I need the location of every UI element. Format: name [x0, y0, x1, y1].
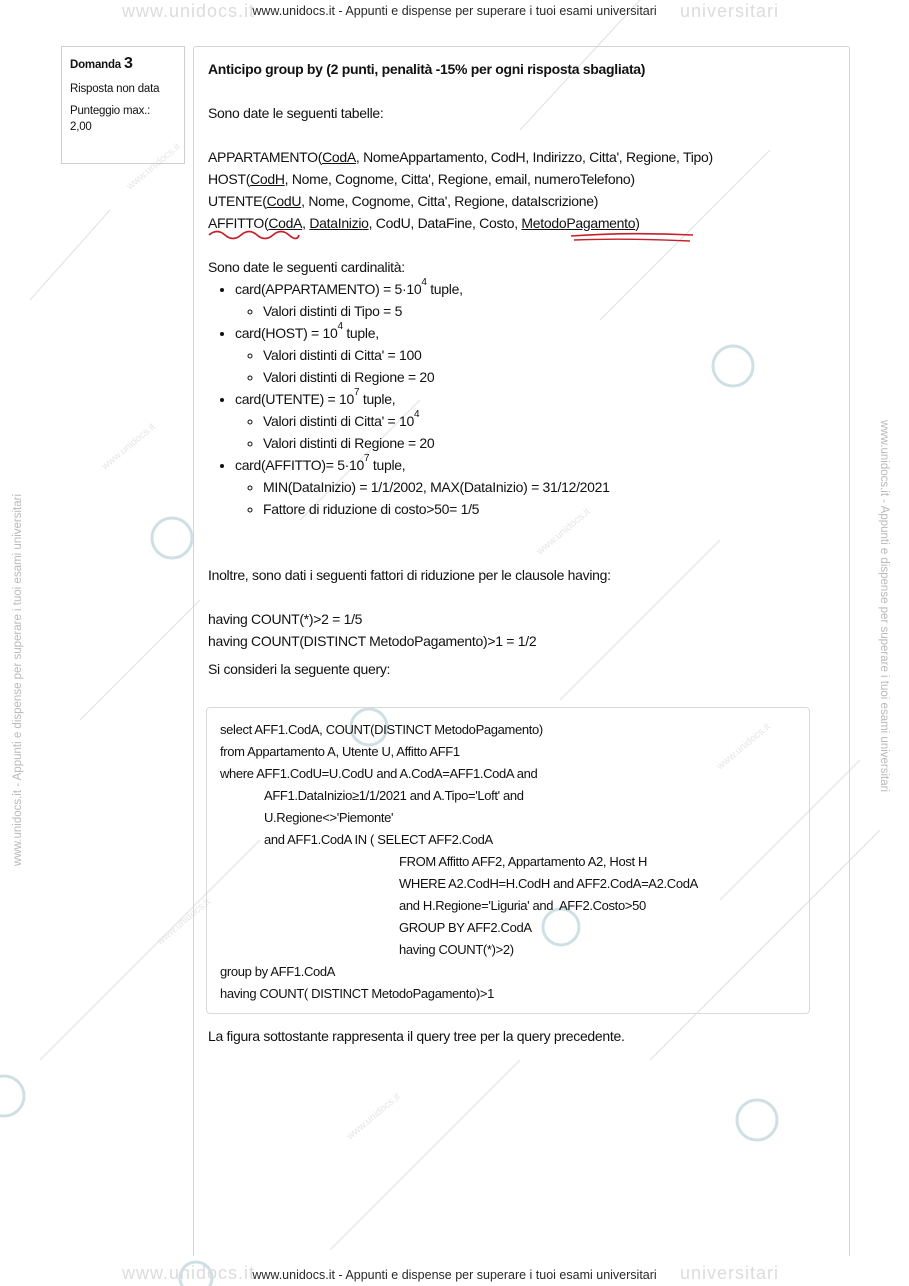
query-line: having COUNT(*)>2)	[399, 942, 514, 957]
question-number-label	[70, 55, 176, 73]
svg-text:www.unidocs.it: www.unidocs.it	[344, 1091, 403, 1143]
query-line: group by AFF1.CodA	[220, 964, 336, 979]
card-detail: ◦ Valori distinti di Regione = 20	[263, 432, 808, 454]
question-info-box	[61, 46, 185, 164]
card-suffix: tuple,	[359, 391, 396, 407]
primary-key: CodH	[250, 171, 285, 187]
query-tree-caption: La figura sottostante rappresenta il query tree per la query precedente.	[208, 1028, 625, 1044]
table-host	[208, 168, 808, 190]
watermark-side-right: www.unidocs.it - Appunti e dispense per superare i tuoi esami universitari	[878, 420, 890, 793]
table-attributes: , Nome, Cognome, Citta', Regione, email, numeroTelefono)	[284, 171, 635, 187]
card-suffix: tuple,	[342, 325, 379, 341]
table-attributes: , Nome, Cognome, Citta', Regione, dataIscrizione)	[301, 193, 599, 209]
table-appartamento	[208, 146, 808, 168]
table-attributes: , NomeAppartamento, CodH, Indirizzo, Citta', Regione, Tipo)	[355, 149, 713, 165]
question-content	[208, 58, 808, 680]
card-text: card(HOST) = 10	[235, 325, 338, 341]
query-line: having COUNT( DISTINCT MetodoPagamento)>1	[220, 986, 495, 1001]
query-line: from Appartamento A, Utente U, Affitto AFF1	[220, 744, 460, 759]
query-line: and H.Regione='Liguria' and AFF2.Costo>50	[399, 898, 646, 913]
attribute-underlined: MetodoPagamento	[521, 215, 636, 231]
svg-text:www.unidocs.it: www.unidocs.it	[124, 141, 183, 193]
primary-key: DataInizio	[309, 215, 369, 231]
table-affitto	[208, 212, 808, 234]
card-appartamento	[235, 278, 808, 322]
query-line: U.Regione<>'Piemonte'	[264, 810, 394, 825]
cardinalities-intro: Sono date le seguenti cardinalità:	[208, 259, 405, 275]
svg-text:www.unidocs.it: www.unidocs.it	[154, 896, 213, 948]
card-text: card(UTENTE) = 10	[235, 391, 354, 407]
card-utente	[235, 388, 808, 454]
having-factor-2: having COUNT(DISTINCT MetodoPagamento)>1 = 1/2	[208, 633, 537, 649]
card-detail-exponent: 4	[414, 409, 420, 420]
table-utente	[208, 190, 808, 212]
having-factor-1: having COUNT(*)>2 = 1/5	[208, 611, 363, 627]
watermark-top: www.unidocs.it - Appunti e dispense per superare i tuoi esami universitari	[252, 4, 657, 18]
watermark-ghost-left-bottom: www.unidocs.it	[122, 1263, 256, 1283]
card-exponent: 7	[364, 453, 370, 464]
answer-status: Risposta non data	[70, 83, 160, 95]
tables-intro: Sono date le seguenti tabelle:	[208, 105, 384, 121]
watermark-ghost-right-bottom: universitari	[680, 1263, 780, 1283]
watermark-side-left: www.unidocs.it - Appunti e dispense per superare i tuoi esami universitari	[12, 493, 24, 866]
max-score-value: 2,00	[70, 121, 92, 133]
table-name: APPARTAMENTO(	[208, 149, 323, 165]
card-detail: ◦ MIN(DataInizio) = 1/1/2002, MAX(DataInizio) = 31/12/2021	[263, 476, 808, 498]
primary-key: CodA	[268, 215, 303, 231]
svg-text:www.unidocs.it: www.unidocs.it	[714, 721, 773, 773]
table-name: HOST(	[208, 171, 251, 187]
query-line: GROUP BY AFF2.CodA	[399, 920, 532, 935]
table-attributes: , CodU, DataFine, Costo,	[368, 215, 522, 231]
card-exponent: 7	[354, 387, 360, 398]
query-line: FROM Affitto AFF2, Appartamento A2, Host H	[399, 854, 648, 869]
query-line: where AFF1.CodU=U.CodU and A.CodA=AFF1.CodA and	[220, 766, 538, 781]
sql-query-box	[206, 707, 810, 1014]
card-detail: ◦ Fattore di riduzione di costo>50= 1/5	[263, 498, 808, 520]
max-score-label: Punteggio max.:	[70, 105, 151, 117]
watermark-ghost-right: universitari	[680, 1, 780, 21]
card-exponent: 4	[337, 321, 343, 332]
card-exponent: 4	[421, 277, 427, 288]
having-intro: Inoltre, sono dati i seguenti fattori di riduzione per le clausole having:	[208, 567, 611, 583]
query-intro: Si consideri la seguente query:	[208, 661, 391, 677]
primary-key: CodA	[322, 149, 356, 165]
watermark-bottom: www.unidocs.it - Appunti e dispense per superare i tuoi esami universitari	[252, 1268, 657, 1282]
svg-text:www.unidocs.it: www.unidocs.it	[99, 421, 158, 473]
separator: ,	[302, 215, 310, 231]
card-text: card(APPARTAMENTO) = 5·10	[235, 281, 422, 297]
svg-text:www.unidocs.it: www.unidocs.it	[534, 506, 593, 558]
close-paren: )	[635, 215, 640, 231]
domanda-number: 3	[124, 55, 133, 72]
primary-key: CodU	[266, 193, 302, 209]
table-name: UTENTE(	[208, 193, 267, 209]
card-detail: ◦ Valori distinti di Tipo = 5	[263, 300, 808, 322]
card-detail-text: Valori distinti di Citta' = 10	[263, 413, 414, 429]
query-line: AFF1.DataInizio≥1/1/2021 and A.Tipo='Loft' and	[264, 788, 524, 803]
query-line: and AFF1.CodA IN ( SELECT AFF2.CodA	[264, 832, 493, 847]
card-suffix: tuple,	[426, 281, 463, 297]
watermark-ghost-left: www.unidocs.it	[122, 1, 256, 21]
cardinality-list	[208, 278, 808, 520]
domanda-label: Domanda	[70, 59, 121, 71]
card-host	[235, 322, 808, 388]
question-title: Anticipo group by (2 punti, penalità -15% per ogni risposta sbagliata)	[208, 61, 646, 77]
card-detail: ◦ Valori distinti di Regione = 20	[263, 366, 808, 388]
query-line: select AFF1.CodA, COUNT(DISTINCT MetodoPagamento)	[220, 722, 543, 737]
card-suffix: tuple,	[369, 457, 406, 473]
card-text: card(AFFITTO)= 5·10	[235, 457, 365, 473]
table-name: AFFITTO(	[208, 215, 269, 231]
card-detail	[263, 410, 808, 432]
card-detail: ◦ Valori distinti di Citta' = 100	[263, 344, 808, 366]
query-line: WHERE A2.CodH=H.CodH and AFF2.CodA=A2.CodA	[399, 876, 698, 891]
card-affitto	[235, 454, 808, 520]
